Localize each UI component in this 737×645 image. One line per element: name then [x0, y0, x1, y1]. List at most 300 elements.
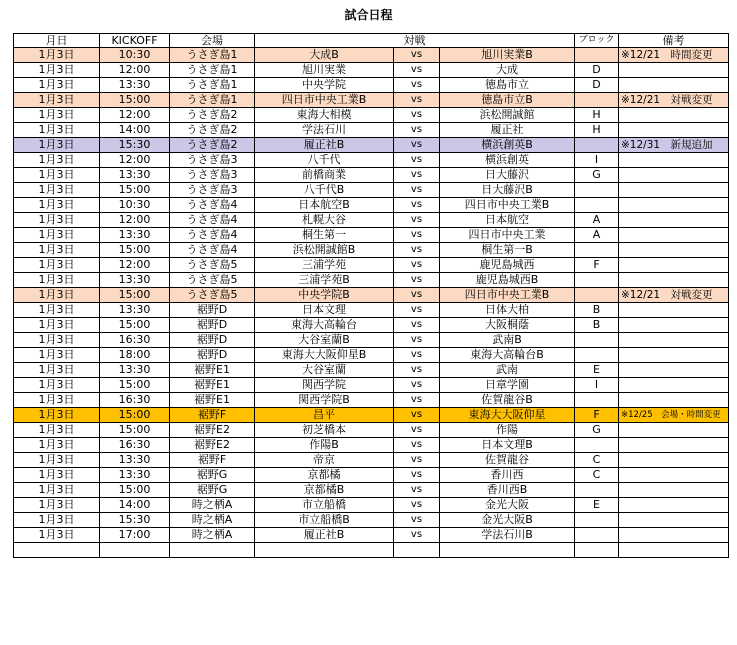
cell-block: E [575, 363, 619, 378]
cell-block [575, 348, 619, 363]
cell-kickoff: 15:00 [100, 288, 170, 303]
table-row [14, 273, 729, 288]
cell-block [575, 528, 619, 543]
cell-kickoff: 15:00 [100, 243, 170, 258]
cell-away-team: 徳島市立 [440, 78, 575, 93]
cell-note [619, 123, 729, 138]
cell-away-team: 金光大阪 [440, 498, 575, 513]
cell-home-team: 浜松開誠館B [255, 243, 394, 258]
cell-venue: うさぎ島5 [170, 288, 255, 303]
cell-date: 1月3日 [14, 393, 100, 408]
cell-kickoff: 13:30 [100, 228, 170, 243]
cell-kickoff: 17:00 [100, 528, 170, 543]
cell-kickoff [100, 543, 170, 558]
cell-date: 1月3日 [14, 468, 100, 483]
cell-note [619, 153, 729, 168]
table-row [14, 408, 729, 423]
cell-vs: vs [394, 288, 440, 303]
cell-date: 1月3日 [14, 78, 100, 93]
cell-note: ※12/31 新規追加 [619, 138, 729, 153]
cell-venue: うさぎ島2 [170, 108, 255, 123]
cell-kickoff: 14:00 [100, 123, 170, 138]
table-row [14, 378, 729, 393]
cell-away-team: 徳島市立B [440, 93, 575, 108]
cell-vs: vs [394, 123, 440, 138]
cell-venue: 裾野E1 [170, 393, 255, 408]
cell-away-team: 学法石川B [440, 528, 575, 543]
cell-note [619, 258, 729, 273]
table-row [14, 288, 729, 303]
cell-date: 1月3日 [14, 48, 100, 63]
table-row [14, 243, 729, 258]
cell-date: 1月3日 [14, 273, 100, 288]
cell-away-team: 四日市中央工業B [440, 198, 575, 213]
cell-block: C [575, 453, 619, 468]
cell-kickoff: 16:30 [100, 393, 170, 408]
cell-venue: 裾野F [170, 453, 255, 468]
cell-date: 1月3日 [14, 528, 100, 543]
table-row [14, 348, 729, 363]
cell-home-team: 日本航空B [255, 198, 394, 213]
header-row [14, 34, 729, 48]
cell-note [619, 498, 729, 513]
cell-venue: うさぎ島5 [170, 273, 255, 288]
cell-note [619, 528, 729, 543]
cell-vs: vs [394, 348, 440, 363]
table-row [14, 168, 729, 183]
table-row [14, 138, 729, 153]
cell-home-team: 市立船橋 [255, 498, 394, 513]
table-row [14, 93, 729, 108]
cell-kickoff: 13:30 [100, 168, 170, 183]
cell-block: H [575, 123, 619, 138]
cell-note [619, 63, 729, 78]
table-row [14, 363, 729, 378]
cell-note [619, 438, 729, 453]
cell-kickoff: 12:00 [100, 63, 170, 78]
cell-away-team: 横浜創英B [440, 138, 575, 153]
cell-block [575, 393, 619, 408]
cell-kickoff: 15:00 [100, 183, 170, 198]
cell-note [619, 393, 729, 408]
cell-vs: vs [394, 318, 440, 333]
cell-venue: 裾野D [170, 348, 255, 363]
cell-kickoff: 15:00 [100, 318, 170, 333]
cell-home-team [255, 543, 394, 558]
cell-away-team: 作陽 [440, 423, 575, 438]
header-kickoff: KICKOFF [100, 34, 170, 48]
table-row [14, 213, 729, 228]
cell-block: B [575, 318, 619, 333]
cell-away-team: 佐賀龍谷 [440, 453, 575, 468]
cell-home-team: 札幌大谷 [255, 213, 394, 228]
cell-away-team: 香川西 [440, 468, 575, 483]
cell-vs: vs [394, 333, 440, 348]
cell-vs: vs [394, 168, 440, 183]
cell-vs: vs [394, 453, 440, 468]
cell-venue: うさぎ島2 [170, 138, 255, 153]
cell-vs: vs [394, 498, 440, 513]
cell-block [575, 513, 619, 528]
cell-away-team: 香川西B [440, 483, 575, 498]
cell-kickoff: 13:30 [100, 453, 170, 468]
cell-note [619, 108, 729, 123]
cell-vs [394, 543, 440, 558]
cell-venue: 裾野E1 [170, 378, 255, 393]
cell-away-team: 四日市中央工業 [440, 228, 575, 243]
cell-kickoff: 15:30 [100, 138, 170, 153]
cell-venue: うさぎ島1 [170, 63, 255, 78]
cell-home-team: 東海大相模 [255, 108, 394, 123]
cell-away-team: 佐賀龍谷B [440, 393, 575, 408]
cell-vs: vs [394, 468, 440, 483]
cell-venue: うさぎ島3 [170, 168, 255, 183]
cell-kickoff: 12:00 [100, 258, 170, 273]
cell-note [619, 183, 729, 198]
cell-venue: うさぎ島5 [170, 258, 255, 273]
cell-kickoff: 18:00 [100, 348, 170, 363]
table-row [14, 303, 729, 318]
cell-venue: うさぎ島4 [170, 213, 255, 228]
cell-away-team [440, 543, 575, 558]
cell-away-team: 横浜創英 [440, 153, 575, 168]
cell-vs: vs [394, 363, 440, 378]
cell-vs: vs [394, 243, 440, 258]
cell-kickoff: 13:30 [100, 468, 170, 483]
cell-venue: うさぎ島4 [170, 228, 255, 243]
table-row [14, 258, 729, 273]
table-row [14, 108, 729, 123]
cell-vs: vs [394, 78, 440, 93]
cell-date: 1月3日 [14, 378, 100, 393]
cell-date: 1月3日 [14, 63, 100, 78]
cell-home-team: 八千代B [255, 183, 394, 198]
cell-block [575, 273, 619, 288]
cell-kickoff: 13:30 [100, 303, 170, 318]
cell-date: 1月3日 [14, 348, 100, 363]
cell-venue: 裾野F [170, 408, 255, 423]
cell-date: 1月3日 [14, 138, 100, 153]
cell-home-team: 前橋商業 [255, 168, 394, 183]
cell-away-team: 武南B [440, 333, 575, 348]
cell-date: 1月3日 [14, 483, 100, 498]
cell-vs: vs [394, 513, 440, 528]
cell-vs: vs [394, 273, 440, 288]
cell-away-team: 旭川実業B [440, 48, 575, 63]
cell-away-team: 東海大大阪仰星 [440, 408, 575, 423]
table-row [14, 483, 729, 498]
cell-note: ※12/21 対戦変更 [619, 288, 729, 303]
cell-venue: うさぎ島1 [170, 78, 255, 93]
cell-date: 1月3日 [14, 498, 100, 513]
cell-kickoff: 15:00 [100, 483, 170, 498]
cell-away-team: 日本航空 [440, 213, 575, 228]
cell-home-team: 履正社B [255, 528, 394, 543]
cell-home-team: 三浦学苑B [255, 273, 394, 288]
cell-date: 1月3日 [14, 198, 100, 213]
cell-block [575, 483, 619, 498]
cell-home-team: 中央学院 [255, 78, 394, 93]
cell-venue: 裾野E2 [170, 438, 255, 453]
cell-home-team: 桐生第一 [255, 228, 394, 243]
cell-kickoff: 10:30 [100, 48, 170, 63]
cell-note: ※12/21 対戦変更 [619, 93, 729, 108]
cell-vs: vs [394, 108, 440, 123]
cell-home-team: 四日市中央工業B [255, 93, 394, 108]
cell-date: 1月3日 [14, 228, 100, 243]
cell-venue: うさぎ島3 [170, 183, 255, 198]
cell-block: A [575, 228, 619, 243]
cell-kickoff: 12:00 [100, 108, 170, 123]
header-block: ブロック [575, 34, 619, 48]
cell-vs: vs [394, 228, 440, 243]
cell-date [14, 543, 100, 558]
cell-venue: 時之栖A [170, 513, 255, 528]
cell-home-team: 八千代 [255, 153, 394, 168]
cell-venue: 裾野D [170, 303, 255, 318]
cell-vs: vs [394, 183, 440, 198]
cell-kickoff: 13:30 [100, 273, 170, 288]
cell-kickoff: 13:30 [100, 78, 170, 93]
cell-home-team: 学法石川 [255, 123, 394, 138]
cell-vs: vs [394, 408, 440, 423]
cell-date: 1月3日 [14, 258, 100, 273]
cell-vs: vs [394, 63, 440, 78]
cell-date: 1月3日 [14, 333, 100, 348]
cell-note [619, 348, 729, 363]
cell-note [619, 483, 729, 498]
cell-date: 1月3日 [14, 408, 100, 423]
cell-away-team: 日本文理B [440, 438, 575, 453]
cell-date: 1月3日 [14, 303, 100, 318]
cell-note [619, 303, 729, 318]
cell-home-team: 関西学院B [255, 393, 394, 408]
header-note: 備考 [619, 34, 729, 48]
cell-kickoff: 12:00 [100, 153, 170, 168]
cell-vs: vs [394, 198, 440, 213]
cell-venue: うさぎ島4 [170, 198, 255, 213]
cell-venue: 裾野D [170, 333, 255, 348]
cell-venue: うさぎ島1 [170, 93, 255, 108]
cell-note: ※12/25 会場・時間変更 [619, 408, 729, 423]
header-match: 対戦 [255, 34, 575, 48]
table-row [14, 423, 729, 438]
cell-note [619, 513, 729, 528]
cell-venue: うさぎ島2 [170, 123, 255, 138]
cell-block: F [575, 408, 619, 423]
cell-away-team: 日章学園 [440, 378, 575, 393]
table-row [14, 228, 729, 243]
table-row [14, 183, 729, 198]
cell-home-team: 東海大大阪仰星B [255, 348, 394, 363]
cell-kickoff: 15:00 [100, 378, 170, 393]
page-title: 試合日程 [344, 8, 393, 22]
cell-home-team: 履正社B [255, 138, 394, 153]
cell-note [619, 543, 729, 558]
cell-home-team: 日本文理 [255, 303, 394, 318]
cell-venue: 裾野G [170, 468, 255, 483]
cell-note [619, 423, 729, 438]
table-row [14, 468, 729, 483]
cell-vs: vs [394, 138, 440, 153]
cell-home-team: 旭川実業 [255, 63, 394, 78]
table-row [14, 78, 729, 93]
table-row [14, 153, 729, 168]
cell-note: ※12/21 時間変更 [619, 48, 729, 63]
cell-date: 1月3日 [14, 93, 100, 108]
cell-venue: 裾野G [170, 483, 255, 498]
cell-home-team: 三浦学苑 [255, 258, 394, 273]
cell-block [575, 438, 619, 453]
cell-kickoff: 10:30 [100, 198, 170, 213]
cell-away-team: 大成 [440, 63, 575, 78]
cell-note [619, 78, 729, 93]
cell-date: 1月3日 [14, 438, 100, 453]
cell-away-team: 四日市中央工業B [440, 288, 575, 303]
cell-note [619, 213, 729, 228]
cell-away-team: 鹿児島城西 [440, 258, 575, 273]
header-date: 月日 [14, 34, 100, 48]
cell-vs: vs [394, 483, 440, 498]
cell-block [575, 138, 619, 153]
cell-block [575, 93, 619, 108]
cell-block: G [575, 423, 619, 438]
table-row [14, 198, 729, 213]
cell-away-team: 桐生第一B [440, 243, 575, 258]
cell-home-team: 大成B [255, 48, 394, 63]
table-row [14, 513, 729, 528]
table-row [14, 48, 729, 63]
cell-block: C [575, 468, 619, 483]
cell-date: 1月3日 [14, 453, 100, 468]
cell-away-team: 日体大柏 [440, 303, 575, 318]
cell-date: 1月3日 [14, 108, 100, 123]
cell-kickoff: 16:30 [100, 333, 170, 348]
cell-away-team: 浜松開誠館 [440, 108, 575, 123]
cell-block [575, 288, 619, 303]
cell-venue [170, 543, 255, 558]
cell-away-team: 履正社 [440, 123, 575, 138]
cell-vs: vs [394, 528, 440, 543]
cell-note [619, 453, 729, 468]
cell-home-team: 大谷室蘭 [255, 363, 394, 378]
cell-date: 1月3日 [14, 288, 100, 303]
cell-block: D [575, 78, 619, 93]
cell-date: 1月3日 [14, 423, 100, 438]
cell-date: 1月3日 [14, 513, 100, 528]
cell-date: 1月3日 [14, 363, 100, 378]
cell-date: 1月3日 [14, 123, 100, 138]
cell-vs: vs [394, 393, 440, 408]
cell-block [575, 243, 619, 258]
cell-note [619, 318, 729, 333]
cell-away-team: 大阪桐蔭 [440, 318, 575, 333]
cell-note [619, 168, 729, 183]
cell-vs: vs [394, 258, 440, 273]
cell-block [575, 543, 619, 558]
cell-block: H [575, 108, 619, 123]
cell-note [619, 243, 729, 258]
cell-note [619, 468, 729, 483]
cell-block: B [575, 303, 619, 318]
cell-block: D [575, 63, 619, 78]
cell-note [619, 333, 729, 348]
cell-vs: vs [394, 93, 440, 108]
header-venue: 会場 [170, 34, 255, 48]
cell-venue: 裾野E2 [170, 423, 255, 438]
cell-home-team: 帝京 [255, 453, 394, 468]
cell-home-team: 市立船橋B [255, 513, 394, 528]
cell-home-team: 京都橘B [255, 483, 394, 498]
cell-home-team: 京都橘 [255, 468, 394, 483]
table-row [14, 498, 729, 513]
cell-away-team: 武南 [440, 363, 575, 378]
schedule-body [14, 48, 729, 558]
cell-note [619, 228, 729, 243]
cell-venue: 裾野E1 [170, 363, 255, 378]
cell-home-team: 東海大高輪台 [255, 318, 394, 333]
cell-block [575, 333, 619, 348]
cell-date: 1月3日 [14, 318, 100, 333]
cell-block [575, 198, 619, 213]
cell-home-team: 中央学院B [255, 288, 394, 303]
table-row [14, 453, 729, 468]
cell-venue: 裾野D [170, 318, 255, 333]
cell-away-team: 鹿児島城西B [440, 273, 575, 288]
cell-away-team: 金光大阪B [440, 513, 575, 528]
cell-vs: vs [394, 438, 440, 453]
table-row [14, 393, 729, 408]
cell-block: E [575, 498, 619, 513]
table-row [14, 528, 729, 543]
cell-venue: うさぎ島3 [170, 153, 255, 168]
cell-note [619, 273, 729, 288]
cell-block: I [575, 153, 619, 168]
cell-kickoff: 16:30 [100, 438, 170, 453]
cell-kickoff: 13:30 [100, 363, 170, 378]
cell-block: A [575, 213, 619, 228]
cell-home-team: 昌平 [255, 408, 394, 423]
cell-date: 1月3日 [14, 243, 100, 258]
cell-home-team: 初芝橋本 [255, 423, 394, 438]
cell-kickoff: 15:00 [100, 93, 170, 108]
cell-kickoff: 15:00 [100, 408, 170, 423]
cell-block: G [575, 168, 619, 183]
cell-block: I [575, 378, 619, 393]
cell-block [575, 183, 619, 198]
cell-vs: vs [394, 48, 440, 63]
cell-away-team: 日大藤沢B [440, 183, 575, 198]
cell-vs: vs [394, 153, 440, 168]
table-row [14, 438, 729, 453]
cell-block: F [575, 258, 619, 273]
table-row [14, 123, 729, 138]
cell-vs: vs [394, 213, 440, 228]
cell-venue: うさぎ島4 [170, 243, 255, 258]
cell-note [619, 363, 729, 378]
cell-vs: vs [394, 378, 440, 393]
schedule-table [13, 33, 729, 558]
cell-block [575, 48, 619, 63]
cell-venue: 時之栖A [170, 528, 255, 543]
cell-kickoff: 15:30 [100, 513, 170, 528]
cell-away-team: 日大藤沢 [440, 168, 575, 183]
cell-kickoff: 14:00 [100, 498, 170, 513]
cell-home-team: 関西学院 [255, 378, 394, 393]
cell-date: 1月3日 [14, 168, 100, 183]
cell-note [619, 378, 729, 393]
cell-home-team: 作陽B [255, 438, 394, 453]
